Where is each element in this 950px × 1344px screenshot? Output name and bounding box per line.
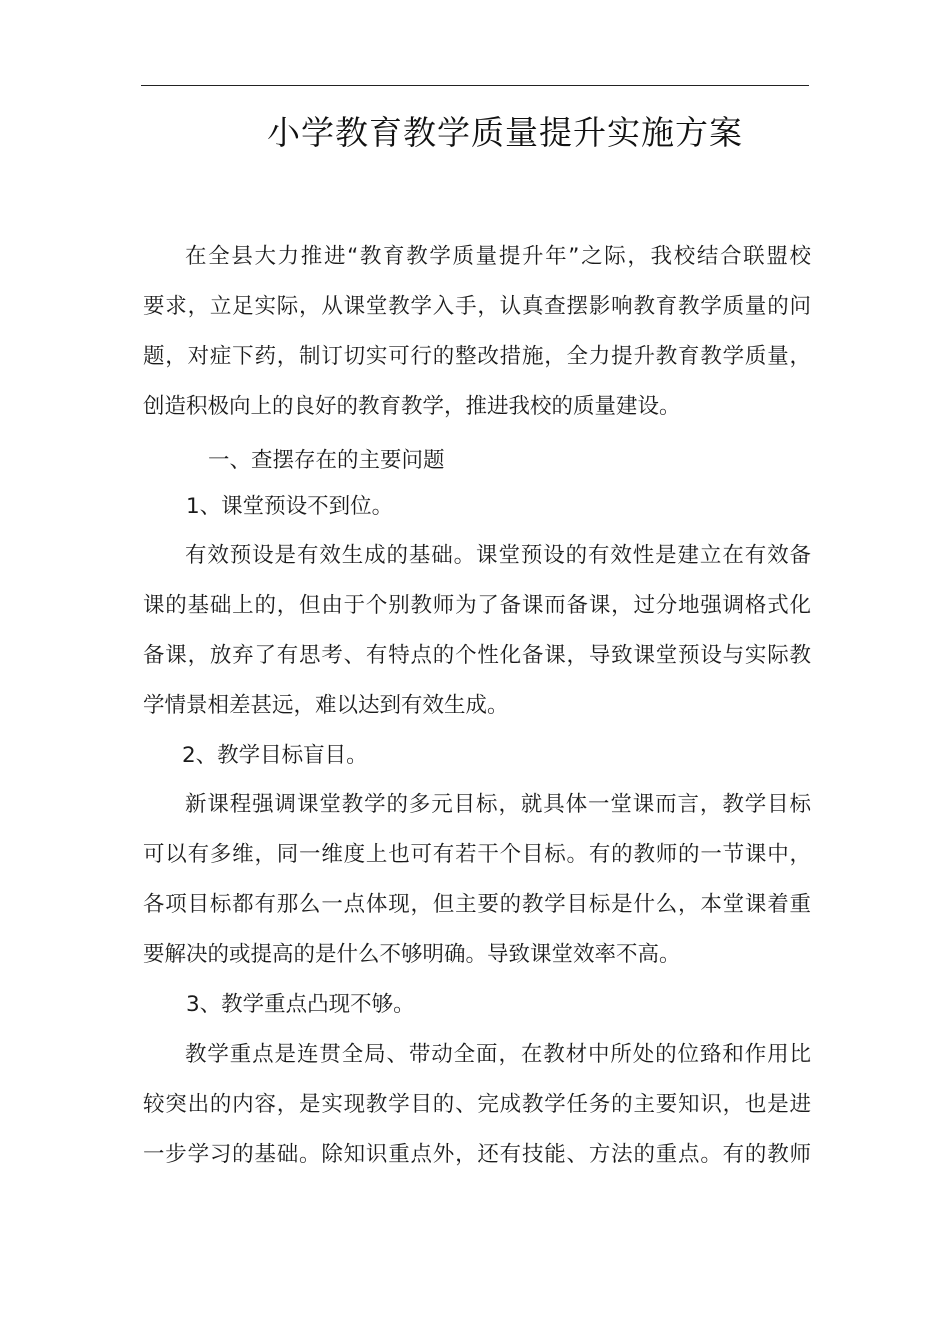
item2-line-3: 各项目标都有那么一点体现，但主要的教学目标是什么，本堂课着重: [143, 892, 811, 917]
item2-line-1: 新课程强调课堂教学的多元目标，就具体一堂课而言，教学目标: [185, 792, 811, 817]
intro-line-4: 创造积极向上的良好的教育教学，推进我校的质量建设。: [143, 394, 681, 419]
item2-line-2: 可以有多维，同一维度上也可有若干个目标。有的教师的一节课中，: [143, 842, 811, 867]
intro-line-1: 在全县大力推进“教育教学质量提升年”之际，我校结合联盟校: [185, 244, 811, 269]
item1-line-1: 有效预设是有效生成的基础。课堂预设的有效性是建立在有效备: [185, 543, 811, 568]
item1-line-4: 学情景相差甚远，难以达到有效生成。: [143, 693, 509, 718]
intro-line-3: 题，对症下药，制订切实可行的整改措施，全力提升教育教学质量，: [143, 344, 811, 369]
document-title: 小学教育教学质量提升实施方案: [267, 113, 743, 152]
section-heading: 一、查摆存在的主要问题: [208, 448, 445, 473]
item3-line-3: 一步学习的基础。除知识重点外，还有技能、方法的重点。有的教师: [143, 1142, 811, 1167]
item2-heading: 2、教学目标盲目。: [182, 743, 368, 768]
item3-line-1: 教学重点是连贯全局、带动全面，在教材中所处的位臵和作用比: [185, 1042, 811, 1067]
item1-heading: 1、课堂预设不到位。: [186, 494, 394, 519]
item1-line-3: 备课，放弃了有思考、有特点的个性化备课，导致课堂预设与实际教: [143, 643, 811, 668]
intro-line-2: 要求，立足实际，从课堂教学入手，认真查摆影响教育教学质量的问: [143, 294, 811, 319]
header-rule: [141, 85, 809, 86]
item3-line-2: 较突出的内容，是实现教学目的、完成教学任务的主要知识，也是进: [143, 1092, 811, 1117]
item3-heading: 3、教学重点凸现不够。: [186, 992, 415, 1017]
item2-line-4: 要解决的或提高的是什么不够明确。导致课堂效率不高。: [143, 942, 681, 967]
item1-line-2: 课的基础上的，但由于个别教师为了备课而备课，过分地强调格式化: [143, 593, 811, 618]
